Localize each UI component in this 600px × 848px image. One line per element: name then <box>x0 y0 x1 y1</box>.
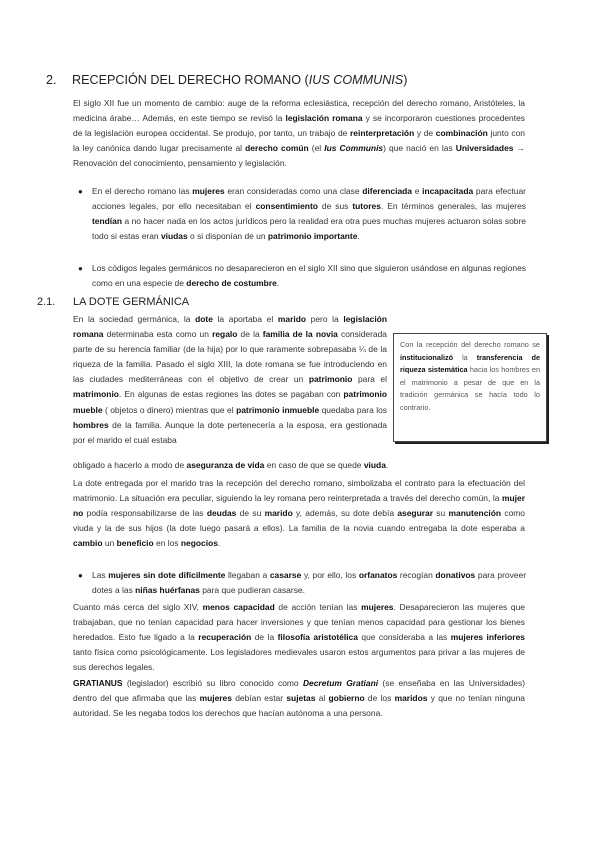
subsection-heading <box>37 296 189 308</box>
section-number: 2. <box>46 73 57 87</box>
subsection-title: LA DOTE GERMÁNICA <box>73 296 190 308</box>
callout-box <box>393 333 547 442</box>
gratianus-paragraph: GRATIANUS (legislador) escribió su libro conocido como Decretum Gratiani (se enseñaba en las Universidades) dentro del que afirmaba que las mujeres debían estar sujetas al gobierno de los maridos y que no tenían ninguna autoridad. Se les negaba todos los derechos que hacían autónoma a una persona. <box>73 678 525 719</box>
dote-contract-paragraph: La dote entregada por el marido tras la recepción del derecho romano, simbolizaba el contrato para la efectuación del matrimonio. La situación era peculiar, siguiendo la ley romana pero reinterpretada a través del derecho común, la mujer no podía responsabilizarse de las deudas de su marido y, además, su dote debía asegurar su manutención como viuda y la de sus hijos (la dote luego pasará a ellos). La familia de la novia cuando entregaba la dote esperaba a cambio un beneficio en los negocios. <box>73 478 525 549</box>
bullet-icon: ● <box>78 571 83 580</box>
dote-paragraph-end: obligado a hacerlo a modo de aseguranza de vida en caso de que se quede viuda. <box>73 460 389 470</box>
list-item: Las mujeres sin dote difícilmente llegaban a casarse y, por ello, los orfanatos recogían donativos para proveer dotes a las niñas huérfanas para que pudieran casarse. <box>92 570 526 596</box>
section-heading: 2. RECEPCIÓN DEL DERECHO ROMANO (IUS COMMUNIS) <box>46 73 408 87</box>
siglo-xiv-paragraph: Cuanto más cerca del siglo XIV, menos capacidad de acción tenían las mujeres. Desaparecieron las mujeres que trabajaban, que no tenían capacidad para hacer inversiones y que tenían menos capacidad para gestionar los bienes heredados. Esto fue ligado a la recuperación de la filosofía aristotélica que consideraba a las mujeres inferiores tanto física como psicológicamente. Los legisladores medievales usaron estos argumentos para privar a las mujeres de sus derechos legales. <box>73 602 525 673</box>
intro-paragraph: El siglo XII fue un momento de cambio: auge de la reforma eclesiástica, recepción del derecho romano, Aristóteles, la medicina árabe… Además, en este tiempo se revisó la legislación romana y se incorporaron cuestiones procedentes de la legislación europea occidental. Se produjo, por tanto, un trabajo de reinterpretación y de combinación junto con la ley canónica dando lugar precisamente al derecho común (el Ius Communis) que nació en las Universidades → Renovación del conocimiento, pensamiento y legislación. <box>73 98 526 169</box>
list-item: Los códigos legales germánicos no desaparecieron en el siglo XII sino que siguieron usándose en algunas regiones como en una especie de derecho de costumbre. <box>92 263 526 289</box>
section-title-italic: IUS COMMUNIS <box>308 73 404 87</box>
callout-text: Con la recepción del derecho romano se institucionalizó la transferencia de riqueza sistemática hacia los hombres en el matrimonio a pesar de que en la tradición germánica se hacía todo lo contrario. <box>400 340 541 412</box>
bullet-icon: ● <box>78 187 83 196</box>
section-title: RECEPCIÓN DEL DERECHO ROMANO ( <box>72 73 309 87</box>
bullet-icon: ● <box>78 264 83 273</box>
dote-paragraph: En la sociedad germánica, la dote la aportaba el marido pero la legislación romana determinaba esta como un regalo de la familia de la novia considerada parte de su herencia familiar (de la hija) por lo que raramente sobrepasaba ¼ de la riqueza de la familia. Pasado el siglo XIII, la dote romana se fue introduciendo en las ciudades mediterráneas con el objetivo de crear un patrimonio para el matrimonio. En algunas de estas regiones las dotes se pagaban con patrimonio mueble ( objetos o dinero) mientras que el patrimonio inmueble quedaba para los hombres de la familia. Aunque la dote pertenecería a la esposa, era gestionada por el marido el cual estaba <box>73 314 387 445</box>
list-item: En el derecho romano las mujeres eran consideradas como una clase diferenciada e incapacitada para efectuar acciones legales, por ello necesitaban el consentimiento de sus tutores. En términos generales, las mujeres tendían a no hacer nada en los actos jurídicos pero la realidad era otra pues muchas mujeres actuaron solas sobre todo si estas eran viudas o si disponían de un patrimonio importante. <box>92 186 526 242</box>
subsection-number: 2.1. <box>37 296 56 308</box>
